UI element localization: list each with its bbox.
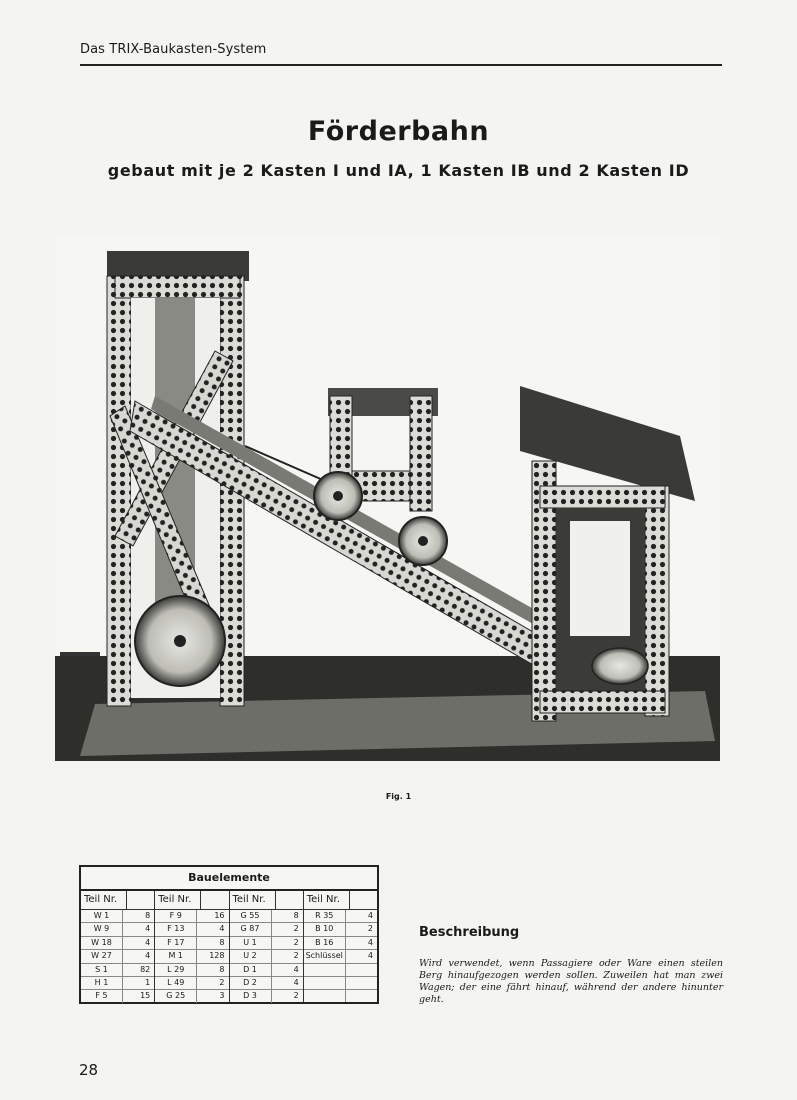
column-header: Teil Nr.	[158, 891, 201, 909]
table-row: B 10 2	[304, 923, 377, 936]
parts-column	[230, 891, 304, 1002]
table-row: D 3 2	[230, 990, 303, 1002]
page-title: Förderbahn	[307, 116, 490, 147]
table-row	[304, 964, 377, 977]
table-row	[304, 977, 377, 990]
column-header: Teil Nr.	[84, 891, 127, 909]
parts-table	[79, 865, 379, 1004]
table-row: W 27 4	[81, 950, 154, 963]
table-row: F 13 4	[155, 923, 228, 936]
header-rule	[80, 64, 722, 66]
table-row: W 9 4	[81, 923, 154, 936]
table-row: W 1 8	[81, 910, 154, 923]
table-row	[304, 990, 377, 1002]
table-row: D 1 4	[230, 964, 303, 977]
table-row: M 1 128	[155, 950, 228, 963]
table-row: R 35 4	[304, 910, 377, 923]
table-row: S 1 82	[81, 964, 154, 977]
table-row: L 49 2	[155, 977, 228, 990]
parts-column	[304, 891, 377, 1002]
table-row: W 18 4	[81, 937, 154, 950]
parts-column	[155, 891, 229, 1002]
column-header: Teil Nr.	[307, 891, 350, 909]
page-subtitle: gebaut mit je 2 Kasten I und IA, 1 Kasten IB und 2 Kasten ID	[107, 161, 690, 180]
table-row: F 9 16	[155, 910, 228, 923]
table-row: G 55 8	[230, 910, 303, 923]
column-header: Teil Nr.	[233, 891, 276, 909]
figure-caption: Fig. 1	[385, 792, 412, 801]
page-number: 28	[79, 1061, 99, 1079]
table-row: F 17 8	[155, 937, 228, 950]
table-row: U 2 2	[230, 950, 303, 963]
table-row: H 1 1	[81, 977, 154, 990]
parts-column	[81, 891, 155, 1002]
table-row: F 5 15	[81, 990, 154, 1002]
table-row: L 29 8	[155, 964, 228, 977]
parts-table-title: Bauelemente	[81, 867, 377, 891]
table-row: B 16 4	[304, 937, 377, 950]
table-row: G 87 2	[230, 923, 303, 936]
description-heading: Beschreibung	[419, 925, 520, 940]
table-row: D 2 4	[230, 977, 303, 990]
figure-photo	[55, 236, 720, 761]
running-header: Das TRIX-Baukasten-System	[80, 42, 267, 57]
description-text: Wird verwendet, wenn Passagiere oder Ware einen steilen Berg hinaufgezogen werden sollen. Zuweilen hat man zwei Wagen; der eine fährt hinauf, während der andere hinunter geht.	[419, 958, 723, 1005]
table-row: U 1 2	[230, 937, 303, 950]
table-row: G 25 3	[155, 990, 228, 1002]
table-row: Schlüssel 4	[304, 950, 377, 963]
